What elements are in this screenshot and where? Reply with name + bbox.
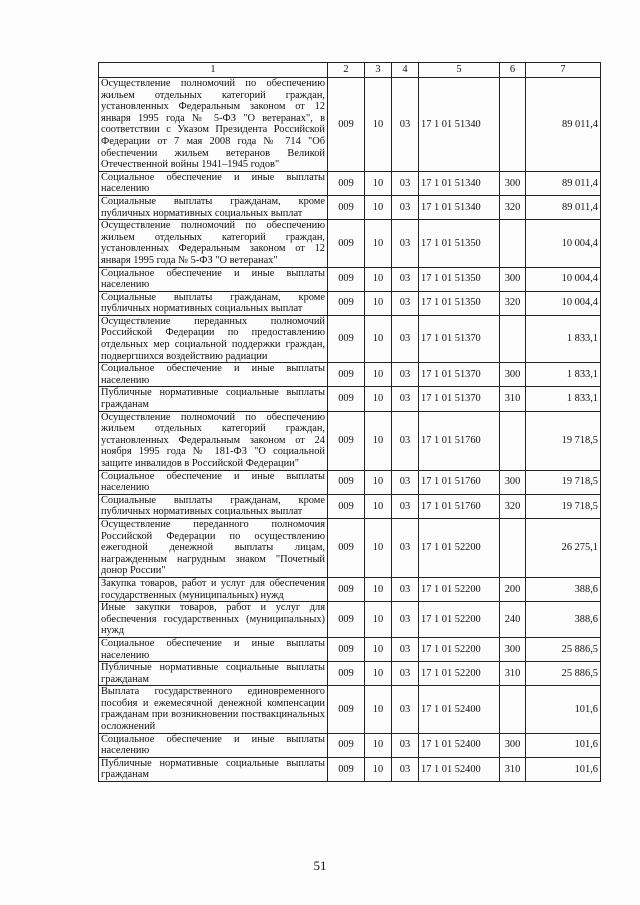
table-row bbox=[99, 494, 601, 518]
section-code-cell: 10 bbox=[365, 637, 392, 661]
admin-code-cell: 009 bbox=[328, 78, 365, 172]
section-code-cell: 10 bbox=[365, 518, 392, 577]
table-row bbox=[99, 733, 601, 757]
section-code-cell: 10 bbox=[365, 315, 392, 362]
section-code-cell: 10 bbox=[365, 686, 392, 733]
amount-cell: 10 004,4 bbox=[526, 220, 601, 267]
expense-type-cell: 300 bbox=[500, 267, 526, 291]
amount-cell: 89 011,4 bbox=[526, 171, 601, 195]
expense-type-cell: 300 bbox=[500, 363, 526, 387]
section-code-cell: 10 bbox=[365, 662, 392, 686]
expense-type-cell: 310 bbox=[500, 387, 526, 411]
target-article-cell: 17 1 01 52400 bbox=[419, 686, 500, 733]
expense-type-cell: 240 bbox=[500, 602, 526, 638]
table-row bbox=[99, 291, 601, 315]
expense-type-cell bbox=[500, 518, 526, 577]
admin-code-cell: 009 bbox=[328, 363, 365, 387]
admin-code-cell: 009 bbox=[328, 195, 365, 219]
row-name-cell: Социальное обеспечение и иные выплаты населению bbox=[99, 733, 328, 757]
row-name-cell: Социальное обеспечение и иные выплаты населению bbox=[99, 470, 328, 494]
table-row bbox=[99, 518, 601, 577]
page-number: 51 bbox=[313, 858, 327, 873]
subsection-code-cell: 03 bbox=[392, 637, 419, 661]
admin-code-cell: 009 bbox=[328, 470, 365, 494]
admin-code-cell: 009 bbox=[328, 577, 365, 601]
target-article-cell: 17 1 01 52200 bbox=[419, 518, 500, 577]
target-article-cell: 17 1 01 51350 bbox=[419, 220, 500, 267]
subsection-code-cell: 03 bbox=[392, 267, 419, 291]
subsection-code-cell: 03 bbox=[392, 387, 419, 411]
row-name-cell: Публичные нормативные социальные выплаты гражданам bbox=[99, 757, 328, 781]
row-name-cell: Социальное обеспечение и иные выплаты населению bbox=[99, 363, 328, 387]
subsection-code-cell: 03 bbox=[392, 494, 419, 518]
target-article-cell: 17 1 01 52200 bbox=[419, 577, 500, 601]
table-row bbox=[99, 171, 601, 195]
row-name-cell: Закупка товаров, работ и услуг для обеспечения государственных (муниципальных) нужд bbox=[99, 577, 328, 601]
admin-code-cell: 009 bbox=[328, 220, 365, 267]
row-name-cell: Публичные нормативные социальные выплаты гражданам bbox=[99, 387, 328, 411]
section-code-cell: 10 bbox=[365, 602, 392, 638]
admin-code-cell: 009 bbox=[328, 494, 365, 518]
target-article-cell: 17 1 01 52200 bbox=[419, 602, 500, 638]
table-row bbox=[99, 411, 601, 470]
table-body bbox=[99, 78, 601, 782]
subsection-code-cell: 03 bbox=[392, 733, 419, 757]
row-name-cell: Социальное обеспечение и иные выплаты населению bbox=[99, 171, 328, 195]
target-article-cell: 17 1 01 51370 bbox=[419, 387, 500, 411]
target-article-cell: 17 1 01 52200 bbox=[419, 662, 500, 686]
target-article-cell: 17 1 01 52400 bbox=[419, 733, 500, 757]
column-header: 1 bbox=[99, 63, 328, 78]
expense-type-cell: 300 bbox=[500, 171, 526, 195]
subsection-code-cell: 03 bbox=[392, 315, 419, 362]
admin-code-cell: 009 bbox=[328, 686, 365, 733]
subsection-code-cell: 03 bbox=[392, 220, 419, 267]
section-code-cell: 10 bbox=[365, 363, 392, 387]
amount-cell: 19 718,5 bbox=[526, 411, 601, 470]
subsection-code-cell: 03 bbox=[392, 291, 419, 315]
subsection-code-cell: 03 bbox=[392, 518, 419, 577]
expense-type-cell bbox=[500, 78, 526, 172]
amount-cell: 1 833,1 bbox=[526, 387, 601, 411]
row-name-cell: Социальное обеспечение и иные выплаты населению bbox=[99, 637, 328, 661]
row-name-cell: Осуществление полномочий по обеспечению жильем отдельных категорий граждан, установленных Федеральным законом от 24 ноября 1995 года № 181-ФЗ "О социальной защите инвалидов в Российской Федерации" bbox=[99, 411, 328, 470]
table-row bbox=[99, 757, 601, 781]
section-code-cell: 10 bbox=[365, 757, 392, 781]
admin-code-cell: 009 bbox=[328, 637, 365, 661]
table-row bbox=[99, 363, 601, 387]
header-row bbox=[99, 63, 601, 78]
expense-type-cell: 300 bbox=[500, 470, 526, 494]
row-name-cell: Осуществление переданных полномочий Российской Федерации по предоставлению отдельных мер социальной поддержки граждан, подвергшихся воздействию радиации bbox=[99, 315, 328, 362]
section-code-cell: 10 bbox=[365, 267, 392, 291]
section-code-cell: 10 bbox=[365, 171, 392, 195]
subsection-code-cell: 03 bbox=[392, 470, 419, 494]
row-name-cell: Осуществление полномочий по обеспечению жильем отдельных категорий граждан, установленных Федеральным законом от 12 января 1995 года № 5-ФЗ "О ветеранах", в соответствии с Указом Президента Российской Федерации от 7 мая 2008 года № 714 "Об обеспечении жильем ветеранов Великой Отечественной войны 1941–1945 годов" bbox=[99, 78, 328, 172]
target-article-cell: 17 1 01 51350 bbox=[419, 291, 500, 315]
section-code-cell: 10 bbox=[365, 78, 392, 172]
subsection-code-cell: 03 bbox=[392, 411, 419, 470]
section-code-cell: 10 bbox=[365, 195, 392, 219]
admin-code-cell: 009 bbox=[328, 662, 365, 686]
admin-code-cell: 009 bbox=[328, 757, 365, 781]
column-header: 6 bbox=[500, 63, 526, 78]
target-article-cell: 17 1 01 52200 bbox=[419, 637, 500, 661]
target-article-cell: 17 1 01 51370 bbox=[419, 315, 500, 362]
admin-code-cell: 009 bbox=[328, 733, 365, 757]
expense-type-cell: 320 bbox=[500, 195, 526, 219]
subsection-code-cell: 03 bbox=[392, 171, 419, 195]
amount-cell: 101,6 bbox=[526, 757, 601, 781]
target-article-cell: 17 1 01 51760 bbox=[419, 470, 500, 494]
row-name-cell: Осуществление переданного полномочия Российской Федерации по осуществлению ежегодной денежной выплаты лицам, награжденным нагрудным знаком "Почетный донор России" bbox=[99, 518, 328, 577]
admin-code-cell: 009 bbox=[328, 315, 365, 362]
table-row bbox=[99, 686, 601, 733]
section-code-cell: 10 bbox=[365, 220, 392, 267]
row-name-cell: Выплата государственного единовременного пособия и ежемесячной денежной компенсации гражданам при возникновении поствакцинальных осложнений bbox=[99, 686, 328, 733]
amount-cell: 388,6 bbox=[526, 577, 601, 601]
amount-cell: 25 886,5 bbox=[526, 662, 601, 686]
subsection-code-cell: 03 bbox=[392, 577, 419, 601]
amount-cell: 10 004,4 bbox=[526, 267, 601, 291]
subsection-code-cell: 03 bbox=[392, 757, 419, 781]
table-row bbox=[99, 267, 601, 291]
expense-type-cell: 310 bbox=[500, 757, 526, 781]
section-code-cell: 10 bbox=[365, 577, 392, 601]
table-row bbox=[99, 637, 601, 661]
row-name-cell: Социальные выплаты гражданам, кроме публичных нормативных социальных выплат bbox=[99, 494, 328, 518]
amount-cell: 1 833,1 bbox=[526, 363, 601, 387]
subsection-code-cell: 03 bbox=[392, 78, 419, 172]
column-header: 4 bbox=[392, 63, 419, 78]
admin-code-cell: 009 bbox=[328, 171, 365, 195]
target-article-cell: 17 1 01 51340 bbox=[419, 171, 500, 195]
table-row bbox=[99, 470, 601, 494]
column-header: 2 bbox=[328, 63, 365, 78]
expense-type-cell bbox=[500, 411, 526, 470]
amount-cell: 89 011,4 bbox=[526, 78, 601, 172]
row-name-cell: Социальное обеспечение и иные выплаты населению bbox=[99, 267, 328, 291]
budget-table bbox=[98, 62, 601, 782]
subsection-code-cell: 03 bbox=[392, 662, 419, 686]
target-article-cell: 17 1 01 52400 bbox=[419, 757, 500, 781]
admin-code-cell: 009 bbox=[328, 411, 365, 470]
target-article-cell: 17 1 01 51370 bbox=[419, 363, 500, 387]
target-article-cell: 17 1 01 51340 bbox=[419, 78, 500, 172]
target-article-cell: 17 1 01 51340 bbox=[419, 195, 500, 219]
section-code-cell: 10 bbox=[365, 733, 392, 757]
expense-type-cell: 300 bbox=[500, 733, 526, 757]
expense-type-cell: 300 bbox=[500, 637, 526, 661]
admin-code-cell: 009 bbox=[328, 291, 365, 315]
admin-code-cell: 009 bbox=[328, 387, 365, 411]
table-row bbox=[99, 315, 601, 362]
subsection-code-cell: 03 bbox=[392, 195, 419, 219]
section-code-cell: 10 bbox=[365, 411, 392, 470]
section-code-cell: 10 bbox=[365, 291, 392, 315]
table-row bbox=[99, 195, 601, 219]
amount-cell: 10 004,4 bbox=[526, 291, 601, 315]
subsection-code-cell: 03 bbox=[392, 363, 419, 387]
expense-type-cell: 320 bbox=[500, 494, 526, 518]
target-article-cell: 17 1 01 51350 bbox=[419, 267, 500, 291]
amount-cell: 101,6 bbox=[526, 686, 601, 733]
table-row bbox=[99, 78, 601, 172]
section-code-cell: 10 bbox=[365, 470, 392, 494]
table-row bbox=[99, 577, 601, 601]
amount-cell: 89 011,4 bbox=[526, 195, 601, 219]
section-code-cell: 10 bbox=[365, 494, 392, 518]
row-name-cell: Публичные нормативные социальные выплаты гражданам bbox=[99, 662, 328, 686]
amount-cell: 26 275,1 bbox=[526, 518, 601, 577]
column-header: 3 bbox=[365, 63, 392, 78]
row-name-cell: Социальные выплаты гражданам, кроме публичных нормативных социальных выплат bbox=[99, 291, 328, 315]
section-code-cell: 10 bbox=[365, 387, 392, 411]
target-article-cell: 17 1 01 51760 bbox=[419, 411, 500, 470]
column-header: 5 bbox=[419, 63, 500, 78]
target-article-cell: 17 1 01 51760 bbox=[419, 494, 500, 518]
expense-type-cell: 320 bbox=[500, 291, 526, 315]
amount-cell: 19 718,5 bbox=[526, 494, 601, 518]
expense-type-cell: 310 bbox=[500, 662, 526, 686]
column-header: 7 bbox=[526, 63, 601, 78]
table-row bbox=[99, 387, 601, 411]
table-row bbox=[99, 662, 601, 686]
amount-cell: 1 833,1 bbox=[526, 315, 601, 362]
subsection-code-cell: 03 bbox=[392, 602, 419, 638]
expense-type-cell bbox=[500, 315, 526, 362]
amount-cell: 25 886,5 bbox=[526, 637, 601, 661]
admin-code-cell: 009 bbox=[328, 602, 365, 638]
row-name-cell: Осуществление полномочий по обеспечению жильем отдельных категорий граждан, установленных Федеральным законом от 12 января 1995 года № 5-ФЗ "О ветеранах" bbox=[99, 220, 328, 267]
table-row bbox=[99, 602, 601, 638]
amount-cell: 388,6 bbox=[526, 602, 601, 638]
admin-code-cell: 009 bbox=[328, 518, 365, 577]
amount-cell: 19 718,5 bbox=[526, 470, 601, 494]
table-row bbox=[99, 220, 601, 267]
subsection-code-cell: 03 bbox=[392, 686, 419, 733]
admin-code-cell: 009 bbox=[328, 267, 365, 291]
expense-type-cell: 200 bbox=[500, 577, 526, 601]
row-name-cell: Иные закупки товаров, работ и услуг для обеспечения государственных (муниципальных) нужд bbox=[99, 602, 328, 638]
row-name-cell: Социальные выплаты гражданам, кроме публичных нормативных социальных выплат bbox=[99, 195, 328, 219]
expense-type-cell bbox=[500, 686, 526, 733]
expense-type-cell bbox=[500, 220, 526, 267]
amount-cell: 101,6 bbox=[526, 733, 601, 757]
